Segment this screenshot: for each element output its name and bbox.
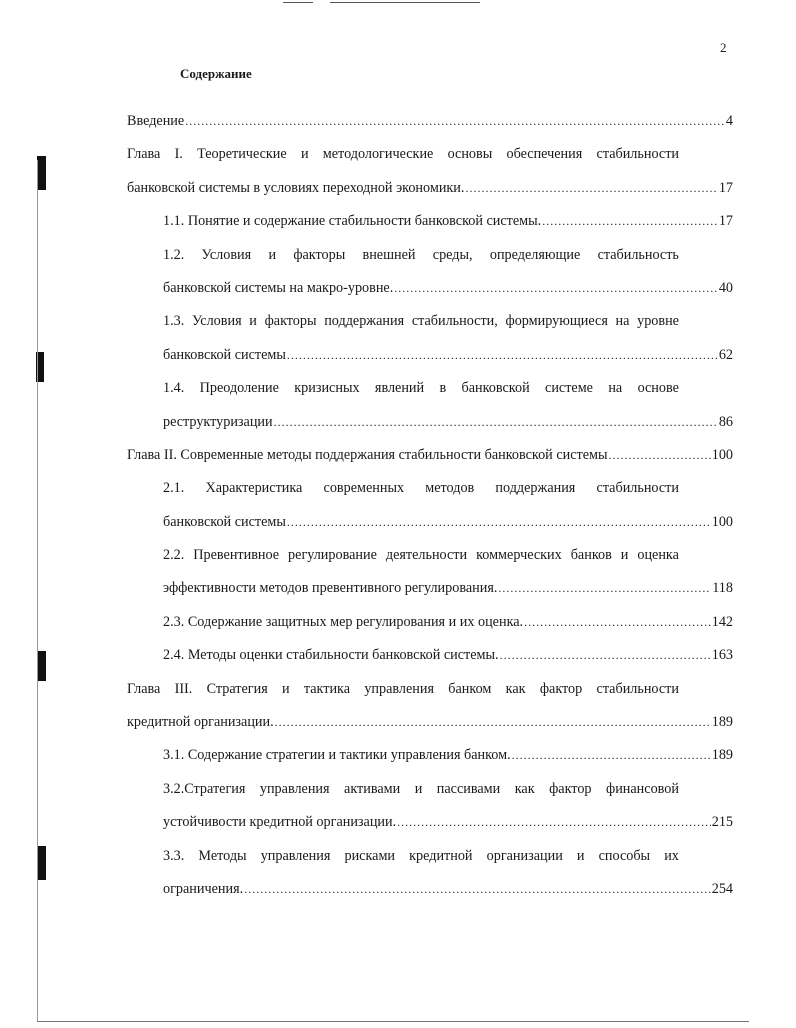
toc-entry-text: банковской системы [163,513,286,530]
toc-leader-dots [244,879,711,899]
toc-leader-dots [275,712,711,732]
toc-entry-ch1-line-2 [127,178,733,211]
toc-leader-dots [500,645,711,665]
toc-page-number: 4 [725,113,733,129]
toc-entry-intro [127,111,733,144]
scan-artifact-top-line [330,2,480,3]
toc-entry-s3-1 [127,745,733,778]
toc-page-number: 163 [711,647,733,664]
toc-page-number: 100 [711,446,733,463]
toc-entry-text: 3.3. Методы управления рисками кредитной организации и способы их [163,847,679,864]
toc-entry-text: 1.1. Понятие и содержание стабильности банковской системы. [163,213,542,230]
binding-hole-mark [38,651,46,681]
toc-entry-text: эффективности методов превентивного регулирования. [163,580,498,597]
toc-page-number: 189 [711,747,733,764]
toc-page-number: 215 [711,814,733,831]
scan-artifact-top-line [283,2,313,3]
toc-entry-text: банковской системы [163,346,286,363]
toc-page-number: 100 [711,513,733,530]
toc-leader-dots [498,578,711,598]
page-number: 2 [720,40,727,55]
toc-page-number: 17 [718,213,733,230]
toc-entry-text: 1.3. Условия и факторы поддержания стабильности, формирующиеся на уровне [163,313,679,330]
toc-entry-text: 3.1. Содержание стратегии и тактики управления банком. [163,747,511,764]
toc-entry-text: кредитной организации. [127,714,274,731]
toc-leader-dots [397,812,711,832]
toc-entry-text: Глава III. Стратегия и тактика управления банком как фактор стабильности [127,680,679,697]
toc-entry-s1-4-line-2 [127,412,733,445]
toc-entry-s2-2-line-1 [163,545,679,578]
toc-entry-text: устойчивости кредитной организации. [163,814,397,831]
toc-page-number: 189 [711,714,733,731]
toc-page-number: 118 [712,580,733,597]
page-title: Содержание [180,66,252,81]
toc-page-number: 17 [718,179,733,196]
toc-leader-dots [542,211,718,231]
binding-hole-mark [38,846,46,880]
toc-page-number: 142 [711,613,733,630]
toc-entry-s3-3-line-1 [163,846,679,879]
toc-entry-text: 1.4. Преодоление кризисных явлений в банковской системе на основе [163,380,679,397]
toc-entry-s2-3 [127,612,733,645]
toc-entry-text: банковской системы на макро-уровне. [163,279,394,296]
page-edge-left [37,160,38,1022]
toc-entry-s2-1-line-1 [163,478,679,511]
toc-entry-text: Глава I. Теоретические и методологические основы обеспечения стабильности [127,146,679,163]
toc-entry-text: 3.2.Стратегия управления активами и пассивами как фактор финансовой [163,780,679,797]
toc-leader-dots [524,612,711,632]
toc-entry-s1-2-line-1 [163,245,679,278]
toc-leader-dots [185,111,725,131]
toc-entry-text: банковской системы в условиях переходной экономики. [127,179,465,196]
toc-entry-text: 2.4. Методы оценки стабильности банковской системы. [163,647,499,664]
table-of-contents [127,111,733,912]
toc-entry-s1-2-line-2 [127,278,733,311]
toc-entry-s1-3-line-1 [163,311,679,344]
toc-page-number: 62 [718,346,733,363]
toc-entry-text: 2.1. Характеристика современных методов поддержания стабильности [163,480,679,497]
page-edge-bottom [37,1021,749,1022]
toc-leader-dots [394,278,718,298]
toc-entry-text: 2.2. Превентивное регулирование деятельности коммерческих банков и оценка [163,547,679,564]
toc-entry-ch2 [127,445,733,478]
toc-leader-dots [287,512,711,532]
toc-entry-s1-3-line-2 [127,345,733,378]
toc-entry-text: реструктуризации [163,413,273,430]
toc-entry-text: 1.2. Условия и факторы внешней среды, определяющие стабильность [163,246,679,263]
toc-page-number: 86 [718,413,733,430]
toc-leader-dots [465,178,717,198]
toc-entry-s3-2-line-1 [163,779,679,812]
toc-entry-s3-3-line-2 [127,879,733,912]
toc-entry-text: 2.3. Содержание защитных мер регулирования и их оценка. [163,613,524,630]
toc-page-number: 40 [718,279,733,296]
toc-entry-ch3-line-2 [127,712,733,745]
toc-entry-text: Введение [127,113,185,129]
toc-entry-text: Глава II. Современные методы поддержания стабильности банковской системы [127,446,608,463]
toc-leader-dots [287,345,718,365]
toc-entry-ch3-line-1 [127,679,679,712]
toc-leader-dots [512,745,711,765]
binding-hole-mark [37,156,46,190]
toc-entry-s1-4-line-1 [163,378,679,411]
toc-entry-s3-2-line-2 [127,812,733,845]
toc-entry-s2-1-line-2 [127,512,733,545]
toc-entry-s2-2-line-2 [127,578,733,611]
toc-entry-text: ограничения. [163,880,244,897]
toc-page-number: 254 [711,880,733,897]
toc-entry-s1-1 [127,211,733,244]
toc-leader-dots [609,445,711,465]
toc-entry-ch1-line-1 [127,144,679,177]
toc-entry-s2-4 [127,645,733,678]
toc-leader-dots [274,412,718,432]
